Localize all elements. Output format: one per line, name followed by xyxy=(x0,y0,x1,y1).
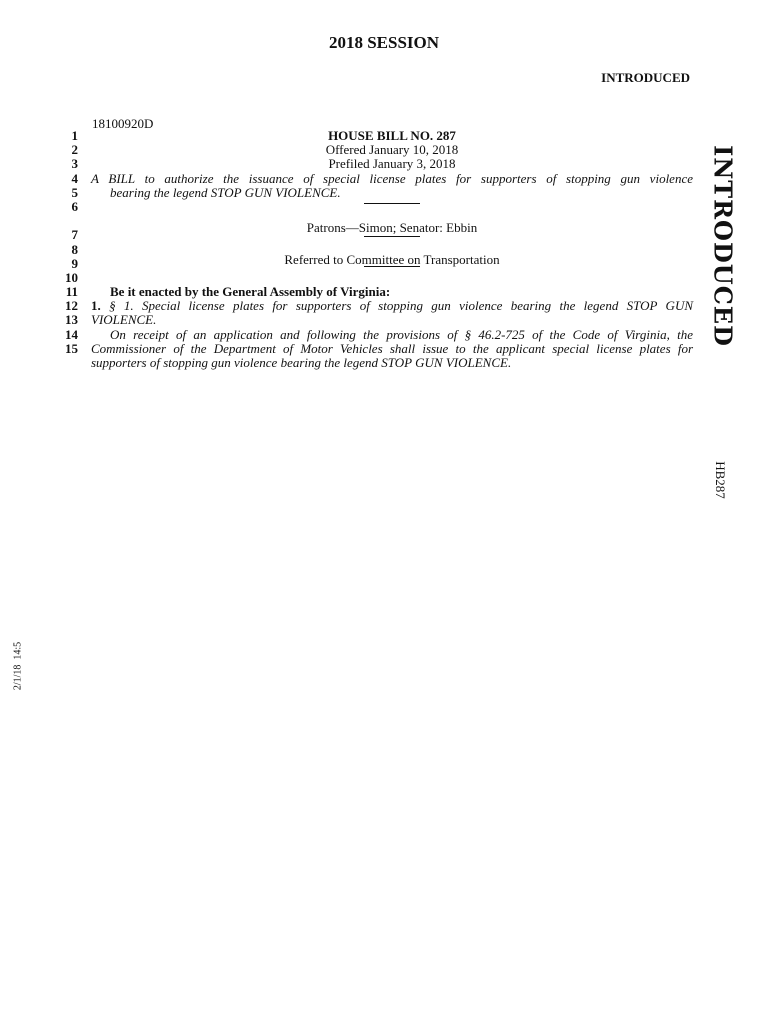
line-number: 14 xyxy=(65,326,78,342)
line-number: 11 xyxy=(65,284,78,300)
bill-code-side-label xyxy=(708,455,732,505)
line-number: 8 xyxy=(71,241,78,257)
section-heading-line: VIOLENCE. xyxy=(91,312,157,328)
print-timestamp-text: 2/1/18 14:5 xyxy=(12,641,24,691)
print-timestamp xyxy=(10,636,26,696)
document-id: 18100920D xyxy=(92,116,154,131)
section-text-line: Commissioner of the Department of Motor Vehicles shall issue to the applicant special license plates for xyxy=(91,340,693,356)
divider-row xyxy=(91,200,693,214)
divider-row xyxy=(91,271,693,285)
bill-title: HOUSE BILL NO. 287 xyxy=(328,128,456,143)
line-numbers xyxy=(50,129,78,356)
introduced-side-stamp-text: INTRODUCED xyxy=(708,145,738,347)
divider xyxy=(364,236,420,237)
divider xyxy=(364,266,420,267)
line-number: 15 xyxy=(65,340,78,356)
line-number: 3 xyxy=(71,156,78,172)
offered-date: Offered January 10, 2018 xyxy=(325,142,459,158)
prefiled-date: Prefiled January 3, 2018 xyxy=(328,156,456,172)
section-text-line: On receipt of an application and following the provisions of § 46.2-725 of the Code of Virginia, the xyxy=(110,326,693,342)
section-heading-line xyxy=(91,299,693,313)
patrons: Patrons—Simon; Senator: Ebbin xyxy=(306,220,478,236)
line-number: 7 xyxy=(71,227,78,243)
bill-status: INTRODUCED xyxy=(601,70,690,85)
line-number: 6 xyxy=(71,198,78,214)
section-text-line: supporters of stopping gun violence bearing the legend STOP GUN VIOLENCE. xyxy=(91,355,512,371)
line-number: 10 xyxy=(65,269,78,285)
bill-body xyxy=(91,129,693,370)
line-number: 9 xyxy=(71,255,78,271)
line-number: 1 xyxy=(71,128,78,143)
line-number: 2 xyxy=(71,142,78,158)
committee-referral: Referred to Committee on Transportation xyxy=(284,251,500,267)
line-number: 4 xyxy=(71,170,78,186)
bill-summary-line: A BILL to authorize the issuance of special license plates for supporters of stopping gun violence xyxy=(91,170,693,186)
line-number: 5 xyxy=(71,184,78,200)
section-number: 1. xyxy=(91,298,101,314)
bill-code-text: HB287 xyxy=(713,461,728,499)
introduced-side-stamp xyxy=(708,131,738,361)
bill-summary-line: bearing the legend STOP GUN VIOLENCE. xyxy=(110,184,341,200)
session-heading: 2018 SESSION xyxy=(328,33,440,52)
line-number: 13 xyxy=(65,312,78,328)
section-heading-text: § 1. Special license plates for supporters of stopping gun violence bearing the legend STOP GUN xyxy=(109,298,693,314)
line-number: 12 xyxy=(65,298,78,314)
divider xyxy=(364,203,420,204)
enacting-clause: Be it enacted by the General Assembly of Virginia: xyxy=(110,284,391,300)
